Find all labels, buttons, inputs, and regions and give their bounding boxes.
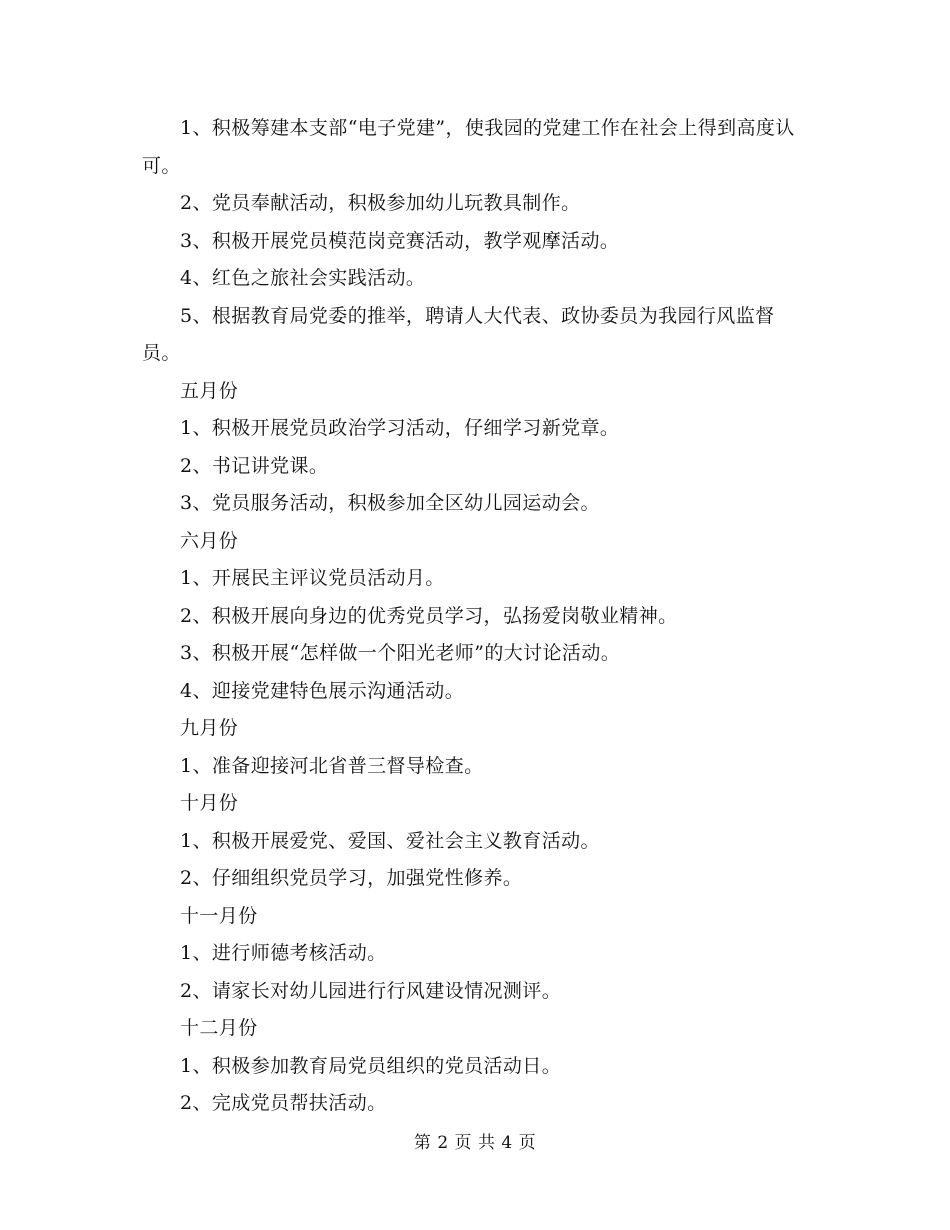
paragraph-item: 4、迎接党建特色展示沟通活动。: [180, 679, 465, 702]
document-body: [142, 110, 810, 1123]
paragraph-item: 3、积极开展“怎样做一个阳光老师”的大讨论活动。: [180, 642, 621, 664]
paragraph-item: 1、积极参加教育局党员组织的党员活动日。: [180, 1054, 562, 1077]
paragraph-item: 3、党员服务活动，积极参加全区幼儿园运动会。: [180, 492, 600, 514]
paragraph-item: 2、请家长对幼儿园进行行风建设情况测评。: [180, 979, 562, 1002]
section-heading-june: 六月份: [180, 529, 239, 552]
paragraph-item: 1、开展民主评议党员活动月。: [180, 567, 445, 589]
section-heading-november: 十一月份: [180, 904, 258, 927]
paragraph-item: 3、积极开展党员模范岗竞赛活动，教学观摩活动。: [180, 229, 620, 252]
paragraph-item: 5、根据教育局党委的推举，聘请人大代表、政协委员为我园行风监督员。: [142, 304, 775, 364]
paragraph-item: 1、进行师德考核活动。: [180, 942, 387, 964]
paragraph-item: 2、完成党员帮扶活动。: [180, 1092, 387, 1114]
paragraph-item: 2、积极开展向身边的优秀党员学习，弘扬爱岗敬业精神。: [180, 604, 678, 627]
paragraph-item: 4、红色之旅社会实践活动。: [180, 267, 426, 289]
paragraph-item: 1、积极开展爱党、爱国、爱社会主义教育活动。: [180, 829, 600, 852]
section-heading-may: 五月份: [180, 379, 239, 402]
section-heading-december: 十二月份: [180, 1017, 258, 1039]
paragraph-item: 2、书记讲党课。: [180, 454, 329, 477]
paragraph-item: 2、党员奉献活动，积极参加幼儿玩教具制作。: [180, 192, 581, 214]
paragraph-item: 1、准备迎接河北省普三督导检查。: [180, 754, 484, 777]
page-number-footer: 第 2 页 共 4 页: [413, 1133, 537, 1153]
paragraph-item: 1、积极开展党员政治学习活动，仔细学习新党章。: [180, 417, 620, 439]
section-heading-october: 十月份: [180, 792, 239, 814]
paragraph-item: 2、仔细组织党员学习，加强党性修养。: [180, 867, 523, 889]
paragraph-item: 1、积极筹建本支部“电子党建”，使我园的党建工作在社会上得到高度认可。: [142, 117, 795, 177]
section-heading-september: 九月份: [180, 717, 239, 739]
